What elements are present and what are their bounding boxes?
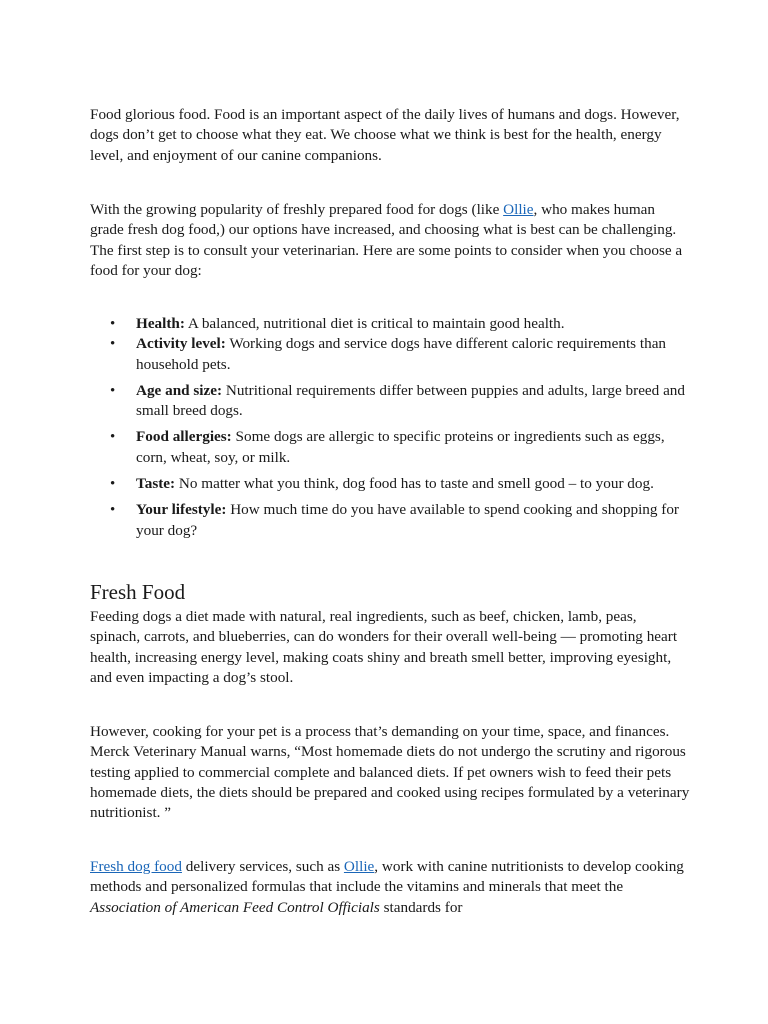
- cooking-paragraph: However, cooking for your pet is a process that’s demanding on your time, space, and finances. Merck Veterinary Manual warns, “Most homemade diets do not undergo the scrutiny and rigorous testing applied to commercial complete and balanced diets. If pet owners wish to feed their pets homemade diets, the diets should be prepared and cooked using recipes formulated by a veterinary nutritionist. ”: [90, 723, 690, 822]
- list-item-text: Some dogs are allergic to specific proteins or ingredients such as eggs, corn, wheat, soy, or milk.: [136, 428, 665, 466]
- ollie-link-2[interactable]: Ollie: [343, 858, 375, 875]
- bullet-icon: •: [110, 502, 116, 519]
- bullet-icon: •: [110, 429, 116, 446]
- list-item-term: Health:: [136, 315, 185, 332]
- bullet-icon: •: [110, 476, 116, 493]
- popularity-text-start: With the growing popularity of freshly prepared food for dogs (like: [90, 201, 504, 218]
- popularity-paragraph: [90, 200, 690, 281]
- list-item-text: How much time do you have available to spend cooking and shopping for your dog?: [136, 501, 679, 539]
- fresh-food-paragraph: Feeding dogs a diet made with natural, real ingredients, such as beef, chicken, lamb, peas, spinach, carrots, and blueberries, can do wonders for their overall well-being — promoting heart health, increasing energy level, making coats shiny and breath smell better, improving eyesight, and even impacting a dog’s stool.: [90, 608, 678, 686]
- intro-paragraph: Food glorious food. Food is an important aspect of the daily lives of humans and dogs. However, dogs don’t get to choose what they eat. We choose what we think is best for the health, energy level, and enjoyment of our canine companions.: [90, 106, 680, 164]
- list-item-age-and-size: [90, 381, 690, 422]
- list-item-text: Nutritional requirements differ between puppies and adults, large breed and small breed dogs.: [136, 381, 685, 420]
- list-item-term: Your lifestyle:: [136, 501, 227, 519]
- list-item-term: Age and size:: [136, 381, 223, 399]
- list-item-taste: [90, 474, 690, 494]
- bullet-icon: •: [110, 316, 116, 332]
- list-item-term: Taste:: [136, 475, 176, 493]
- section-heading: Fresh Food: [90, 580, 186, 604]
- delivery-paragraph: [90, 857, 690, 918]
- list-item-text: No matter what you think, dog food has to taste and smell good – to your dog.: [175, 475, 654, 493]
- list-item-term: Activity level:: [136, 335, 226, 353]
- fresh-dog-food-link[interactable]: Fresh dog food: [90, 858, 182, 875]
- aafco-name: Association of American Feed Control Officials: [90, 898, 380, 916]
- list-item-your-lifestyle: [90, 500, 690, 541]
- delivery-text-3: standards for: [379, 898, 463, 916]
- delivery-text-1: delivery services, such as: [181, 858, 344, 875]
- list-item-term: Food allergies:: [136, 428, 232, 446]
- list-item-health: [90, 314, 690, 334]
- delivery-text-2: , work with canine nutritionists to develop cooking methods and personalized formulas that include the vitamins and minerals that meet the: [90, 858, 684, 896]
- popularity-text-end: , who makes human grade fresh dog food,) our options have increased, and choosing what is best can be challenging. The first step is to consult your veterinarian. Here are some points to consider when you choose a food for your dog:: [90, 201, 683, 279]
- bullet-icon: •: [110, 382, 116, 399]
- list-item-food-allergies: [90, 427, 690, 468]
- list-item-activity-level: [90, 334, 690, 375]
- ollie-link[interactable]: Ollie: [503, 201, 534, 218]
- list-item-text: Working dogs and service dogs have different caloric requirements than household pets.: [136, 335, 667, 373]
- considerations-list: [90, 314, 690, 541]
- list-item-text: A balanced, nutritional diet is critical to maintain good health.: [184, 315, 565, 332]
- bullet-icon: •: [110, 336, 116, 353]
